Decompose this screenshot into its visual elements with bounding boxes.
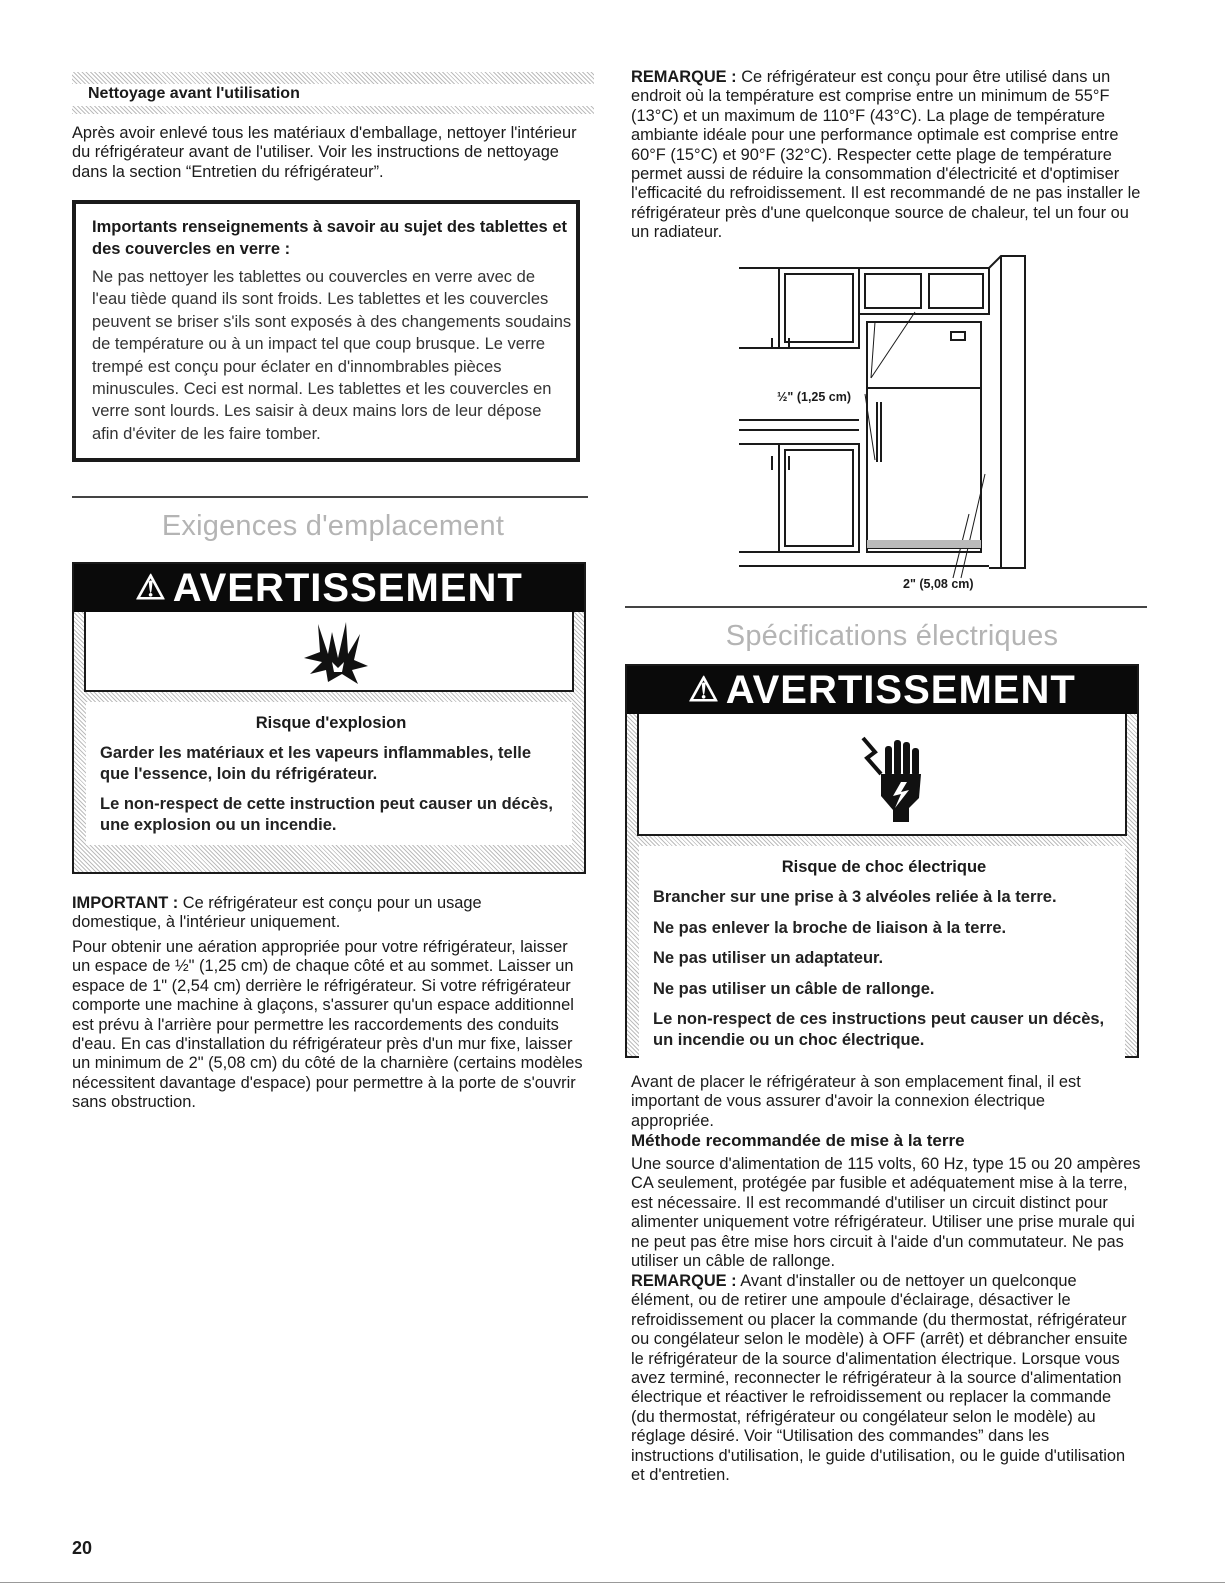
cleaning-heading: Nettoyage avant l'utilisation: [88, 85, 304, 103]
section-divider: [72, 496, 588, 498]
explosion-warning: [72, 562, 586, 874]
shock-warning-line-3: Ne pas utiliser un adaptateur.: [653, 949, 884, 967]
explosion-warning-line-2: Le non-respect de cette instruction peut causer un décès, une explosion ou un incendie.: [100, 795, 553, 834]
explosion-icon-area: [84, 612, 574, 692]
note-text: Ce réfrigérateur est conçu pour être utilisé dans un endroit où la température est comprise entre un minimum de 55°F (13°C) et un maximum de 110°F (43°C). La plage de température ambiante idéale pour une performance optimale est comprise entre 60°F (15°C) et 90°F (32°C). Respecter cette plage de température permet aussi de réduire la consommation d'électricité et d'optimiser l'efficacité du refroidissement. Il est recommandé de ne pas installer le réfrigérateur près d'une quelconque source de chaleur, tel un four ou un radiateur.: [631, 68, 1141, 242]
important-text: Ce réfrigérateur est conçu pour un usage domestique, à l'intérieur uniquement.: [72, 894, 482, 932]
location-section-title: Exigences d'emplacement: [161, 510, 505, 542]
shock-warning-line-1: Brancher sur une prise à 3 alvéoles reliée à la terre.: [653, 888, 1057, 906]
glass-info-box: [72, 200, 580, 462]
warning-banner-right: ⚠ AVERTISSEMENT: [627, 666, 1137, 714]
electrical-section-title: Spécifications électriques: [725, 620, 1059, 652]
electric-shock-icon: [845, 718, 935, 828]
shock-warning-line-2: Ne pas enlever la broche de liaison à la terre.: [653, 918, 1007, 937]
airflow-paragraph: Pour obtenir une aération appropriée pour votre réfrigérateur, laisser un espace de ½" (1,25 cm) de chaque côté et au sommet. Laisser un espace de 1" (2,54 cm) derrière le réfrigérateur. Si votre réfrigérateur comporte une machine à glaçons, s'assurer qu'un espace additionnel est prévu à l'arrière pour permettre les raccordements des conduits d'eau. En cas d'installation du réfrigérateur près d'un mur fixe, laisser un minimum de 2" (5,08 cm) du côté de la charnière (certains modèles nécessitent davantage d'espace) pour permettre à la porte de s'ouvrir sans obstruction.: [72, 938, 583, 1112]
grounding-heading: Méthode recommandée de mise à la terre: [631, 1131, 965, 1150]
cleaning-heading-block: [72, 72, 594, 114]
note-label: REMARQUE :: [631, 68, 737, 86]
important-label: IMPORTANT :: [72, 894, 179, 912]
shock-icon-area: [637, 714, 1127, 836]
explosion-warning-line-1: Garder les matériaux et les vapeurs inflammables, telle que l'essence, loin du réfrigérateur.: [100, 744, 532, 783]
glass-box-title: Importants renseignements à savoir au sujet des tablettes et des couvercles en verre :: [92, 218, 567, 258]
disconnect-note: [631, 1272, 1135, 1485]
explosion-risk-title: Risque d'explosion: [255, 714, 407, 732]
side-clearance-label: ½" (1,25 cm): [777, 390, 852, 404]
before-placement-text: Avant de placer le réfrigérateur à son emplacement final, il est important de vous assurer d'avoir la connexion électrique appropriée.: [631, 1073, 1081, 1130]
clearance-diagram: [739, 248, 1039, 600]
warning-banner: ⚠ AVERTISSEMENT: [74, 564, 584, 612]
electrical-warning: [625, 664, 1139, 1058]
section-divider-right: [625, 606, 1147, 608]
page-number: 20: [72, 1538, 93, 1558]
shock-risk-title: Risque de choc électrique: [781, 858, 987, 876]
explosion-icon: [298, 618, 378, 688]
bottom-rule: [0, 1582, 1225, 1583]
installation-diagram: [739, 248, 1039, 605]
cleaning-text: Après avoir enlevé tous les matériaux d'emballage, nettoyer l'intérieur du réfrigérateur avant de l'utiliser. Voir les instructions de nettoyage dans la section “Entretien du réfrigérateur”.: [72, 124, 577, 181]
shock-warning-line-4: Ne pas utiliser un câble de rallonge.: [653, 979, 935, 998]
warning-triangle-icon: ⚠: [135, 569, 167, 607]
glass-box-text: Ne pas nettoyer les tablettes ou couvercles en verre avec de l'eau tiède quand ils sont froids. Les tablettes et les couvercles peuvent se briser s'ils sont exposés à des changements soudains de température ou à un impact tel que coup brusque. Le verre trempé est conçu pour éclater en d'innombrables pièces minuscules. Ceci est normal. Les tablettes et les couvercles en verre sont lourds. Les saisir à deux mains lors de leur dépose afin d'éviter de les faire tomber.: [92, 268, 572, 443]
shock-warning-line-5: Le non-respect de ces instructions peut causer un décès, un incendie ou un choc électrique.: [653, 1010, 1105, 1049]
important-paragraph: [72, 894, 562, 933]
hinge-clearance-label: 2" (5,08 cm): [903, 577, 974, 591]
note2-text: Avant d'installer ou de nettoyer un quelconque élément, ou de retirer une ampoule d'éclairage, désactiver le refroidissement ou placer la commande (du thermostat, réfrigérateur ou congélateur selon le modèle) à OFF (arrêt) et débrancher ensuite le réfrigérateur de la source d'alimentation électrique. Lorsque vous avez terminé, reconnecter le réfrigérateur à la source d'alimentation électrique et réactiver le refroidissement ou replacer la commande (du thermostat, réfrigérateur ou congélateur selon le modèle) au réglage désiré. Voir “Utilisation des commandes” dans les instructions d'utilisation, le guide d'utilisation, ou le guide d'utilisation et d'entretien.: [631, 1272, 1128, 1485]
grounding-text: Une source d'alimentation de 115 volts, 60 Hz, type 15 ou 20 ampères CA seulement, protégée par fusible et adéquatement mise à la terre, est nécessaire. Il est recommandé d'utiliser un circuit distinct pour alimenter uniquement votre réfrigérateur. Utiliser une prise murale qui ne peut pas être mise hors circuit à l'aide d'un commutateur. Ne pas utiliser un câble de rallonge.: [631, 1155, 1141, 1271]
note2-label: REMARQUE :: [631, 1272, 737, 1290]
temperature-note: [631, 68, 1147, 243]
warning-triangle-icon: ⚠: [688, 671, 720, 709]
